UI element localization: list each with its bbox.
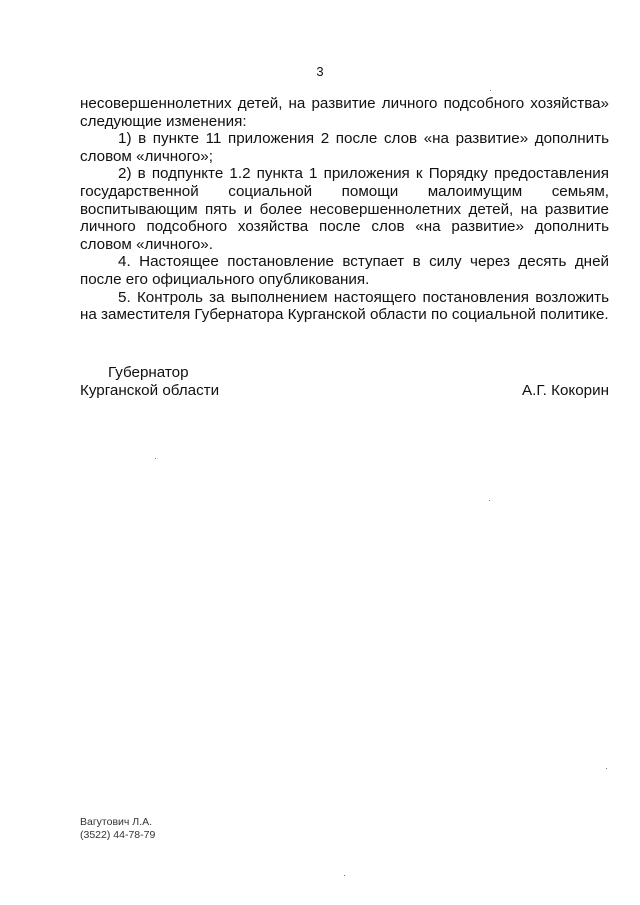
scan-speck bbox=[490, 90, 491, 91]
document-body bbox=[80, 95, 609, 324]
page-number: 3 bbox=[316, 64, 324, 79]
signature-block bbox=[80, 364, 609, 408]
signer-name: А.Г. Кокорин bbox=[521, 382, 609, 399]
paragraph-continuation: несовершеннолетних детей, на развитие личного подсобного хозяйства» следующие изменения: bbox=[80, 95, 609, 130]
signer-title-line-1: Губернатор bbox=[108, 364, 189, 381]
paragraph-item-2: 2) в подпункте 1.2 пункта 1 приложения к Порядку предоставления государственной социальной помощи малоимущим семьям, воспитывающим пять и более несовершеннолетних детей, на развитие личного подсобного хозяйства после слов «на развитие» дополнить словом «личного». bbox=[80, 165, 609, 253]
executor-phone: (3522) 44-78-79 bbox=[80, 828, 156, 841]
scan-speck bbox=[344, 875, 345, 876]
paragraph-point-4: 4. Настоящее постановление вступает в силу через десять дней после его официального опубликования. bbox=[80, 253, 609, 288]
signer-title-line-2: Курганской области bbox=[80, 382, 220, 399]
executor-name: Вагутович Л.А. bbox=[80, 816, 153, 828]
paragraph-point-5: 5. Контроль за выполнением настоящего постановления возложить на заместителя Губернатора Курганской области по социальной политике. bbox=[80, 288, 609, 324]
scan-speck bbox=[155, 458, 156, 459]
paragraph-item-1: 1) в пункте 11 приложения 2 после слов «на развитие» дополнить словом «личного»; bbox=[80, 130, 609, 165]
scan-speck bbox=[606, 768, 607, 769]
executor-block bbox=[80, 816, 155, 841]
scan-speck bbox=[489, 500, 490, 501]
